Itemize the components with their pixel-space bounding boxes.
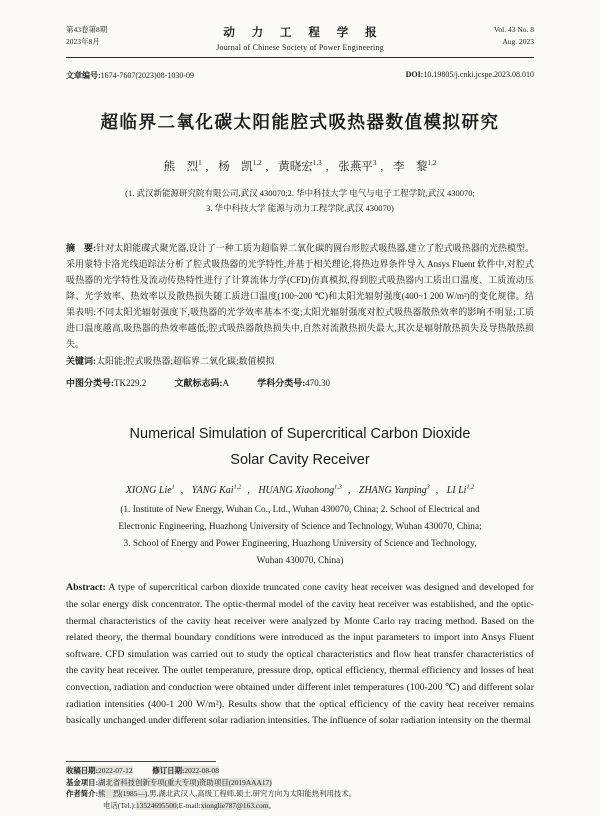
article-number-value: 1674-7607(2023)08-1030-09 xyxy=(100,71,194,80)
en-affiliation-line2: Electronic Engineering, Huazhong University of Science and Technology, Wuhan 430070, China; xyxy=(118,522,482,533)
revised-label: 修订日期: xyxy=(152,766,185,776)
footnote-bio xyxy=(66,788,538,799)
en-affiliation-line4: Wuhan 430070, China) xyxy=(256,555,344,566)
author-separator: , xyxy=(380,161,390,173)
author-name: LI Li$^{1,2}$ xyxy=(446,484,475,497)
footnote-dates xyxy=(66,765,538,776)
article-number-label: 文章编号: xyxy=(66,71,101,80)
subject-item xyxy=(257,378,330,388)
author-separator: , xyxy=(435,485,441,497)
clc-label: 中图分类号: xyxy=(66,378,114,389)
bio-label: 作者简介: xyxy=(66,789,99,799)
received-date xyxy=(66,766,133,775)
received-value: 2022-07-12 xyxy=(98,766,133,776)
author-name: 熊 烈$^1$ xyxy=(163,159,202,173)
contact-email-label: ;E-mail: xyxy=(176,800,201,810)
doc-code-item xyxy=(175,378,230,388)
keywords-label: 关键词: xyxy=(66,355,96,366)
en-affiliation-line1: (1. Institute of New Energy, Wuhan Co., Ltd., Wuhan 430070, China; 2. School of Electrical and xyxy=(120,505,480,516)
en-affiliation-line3: 3. School of Energy and Power Engineering, Huazhong University of Science and Technology, xyxy=(123,538,477,549)
fund-label: 基金项目: xyxy=(66,777,99,787)
abstract-text-cn: 针对太阳能碟式聚光器,设计了一种工质为超临界二氧化碳的圆台形腔式吸热器,建立了腔式吸热器的光热模型。采用蒙特卡洛光线追踪法分析了腔式吸热器的光学特性,并基于相关理论,将热边界条件导入 Ansys Fluent 软件中,对腔式吸热器的光学特性及流动传热特性进行了计算流体力学(CFD)仿真模拟,得到腔式吸热器内工质出口温度、工质流动压降、光学效率、热效率以及散热损失随工质进口温度(100~200 ℃)和太阳光辐射强度(400~1 200 W/m²)的变化规律。结果表明:不同太阳光辐射强度下,吸热器的光学效率基本不变;太阳光辐射强度对腔式吸热器散热效率的影响不明显;工质进口温度越高,吸热器的热效率越低;腔式吸热器散热损失中,自然对流散热损失最大,其次是辐射散热损失及导热散热损失。 xyxy=(66,242,534,349)
doi xyxy=(406,70,534,81)
keywords-text: 太阳能;腔式吸热器;超临界二氧化碳;数值模拟 xyxy=(96,355,275,366)
clc-item xyxy=(66,378,146,388)
cn-affiliation xyxy=(66,186,534,216)
issue-date-en: Aug. 2023 xyxy=(502,37,534,46)
author-name: 杨 凯$^{1,2}$ xyxy=(218,159,262,173)
subject-value: 470.30 xyxy=(305,378,330,389)
article-number xyxy=(66,70,194,81)
abstract-text-en: A type of supercritical carbon dioxide truncated cone cavity heat receiver was designed and developed for the solar energy disk concentrator. The optic-thermal model of the cavity heat receiver was established, and the optic-thermal characteristics of the cavity heat receiver were analyzed by Monte Carlo ray tracing method. Based on the related theory, the thermal boundary conditions were introduced as the input parameters to import into Ansys Fluent software. CFD simulation was carried out to study the optical characteristics and flow heat transfer characteristics of the cavity heat receiver. The outlet temperature, pressure drop, optical efficiency, thermal efficiency and losses of heat convection, radiation and conduction were obtained under different inlet temperatures (100-200 ℃) and different solar radiation intensities (400-1 200 W/m²). Results show that the optical efficiency of the cavity heat receiver remains basically unchanged under different solar radiation intensities. The influence of solar radiation intensity on the thermal xyxy=(66,582,534,727)
keywords-line xyxy=(66,354,534,369)
abstract-en xyxy=(66,580,534,730)
article-title-en xyxy=(66,421,534,473)
author-separator: , xyxy=(265,161,275,173)
author-name: ZHANG Yanping$^3$ xyxy=(358,484,430,497)
author-name: YANG Kai$^{1,2}$ xyxy=(191,484,242,497)
contact-phone-label: 电话(Tel.): xyxy=(103,800,136,810)
page-header xyxy=(66,24,534,52)
doc-code-value: A xyxy=(222,378,229,389)
header-left xyxy=(66,24,176,48)
author-separator: , xyxy=(247,485,253,497)
en-affiliation xyxy=(66,502,534,569)
doc-code-label: 文献标志码: xyxy=(174,378,223,389)
abstract-label-cn: 摘 要: xyxy=(66,242,97,253)
article-title-en-line1: Numerical Simulation of Supercritical Carbon Dioxide xyxy=(129,426,471,443)
footnote-block xyxy=(66,761,538,811)
contact-phone: 13524695500 xyxy=(135,800,177,810)
author-separator: , xyxy=(180,485,186,497)
article-title-cn: 超临界二氧化碳太阳能腔式吸热器数值模拟研究 xyxy=(100,112,500,132)
header-rule xyxy=(66,57,534,58)
issue-date-cn: 2023年8月 xyxy=(66,37,100,46)
footnote-contact xyxy=(66,800,538,811)
volume-issue-en: Vol. 43 No. 8 xyxy=(493,25,534,34)
journal-title-en: Journal of Chinese Society of Power Engineering xyxy=(216,43,384,52)
abstract-label-en: Abstract: xyxy=(66,582,106,594)
subject-label: 学科分类号: xyxy=(257,378,306,389)
author-name: 黄晓宏$^{1,3}$ xyxy=(278,159,322,173)
abstract-cn xyxy=(66,240,534,352)
received-label: 收稿日期: xyxy=(66,766,99,776)
footnote-fund xyxy=(66,777,538,788)
author-name: XIONG Lie$^1$ xyxy=(125,484,175,497)
footnote-rule xyxy=(66,761,216,762)
header-right xyxy=(424,24,534,48)
doi-label: DOI: xyxy=(405,70,424,79)
bio-rest: ,男,湖北武汉人,高级工程师,硕士,研究方向为太阳能热利用技术。 xyxy=(147,789,357,799)
clc-value: TK229.2 xyxy=(114,378,147,389)
classification-line xyxy=(66,376,534,389)
cn-affiliation-line2: 3. 华中科技大学 能源与动力工程学院,武汉 430070) xyxy=(206,202,394,213)
volume-issue-cn: 第43卷第8期 xyxy=(66,25,108,34)
author-name: 张燕平$^3$ xyxy=(338,159,377,173)
author-separator: , xyxy=(325,161,335,173)
revised-date xyxy=(152,766,219,775)
author-name: 李 黎$^{1,2}$ xyxy=(393,159,437,173)
cn-affiliation-line1: (1. 武汉新能源研究院有限公司,武汉 430070;2. 华中科技大学 电气与电子工程学院,武汉 430070; xyxy=(125,188,475,198)
bio-name: 熊 烈(1985—) xyxy=(98,789,148,799)
cn-author-line xyxy=(66,158,534,174)
contact-email: xionglie787@163.com xyxy=(200,800,269,810)
revised-value: 2022-08-08 xyxy=(184,766,219,776)
author-name: HUANG Xiaohong$^{1,3}$ xyxy=(258,484,342,497)
en-author-line xyxy=(66,485,534,496)
author-separator: , xyxy=(205,161,215,173)
meta-row xyxy=(66,70,534,81)
contact-end: 。 xyxy=(268,800,276,810)
fund-text: 湖北省科技创新专项(重大专项)资助项目(2019AAA17) xyxy=(98,777,272,787)
header-center xyxy=(176,24,424,52)
journal-title-cn: 动 力 工 程 学 报 xyxy=(223,27,384,39)
article-title-en-line2: Solar Cavity Receiver xyxy=(230,452,370,469)
author-separator: , xyxy=(347,485,353,497)
doi-value: 10.19805/j.cnki.jcspe.2023.08.010 xyxy=(423,70,534,79)
